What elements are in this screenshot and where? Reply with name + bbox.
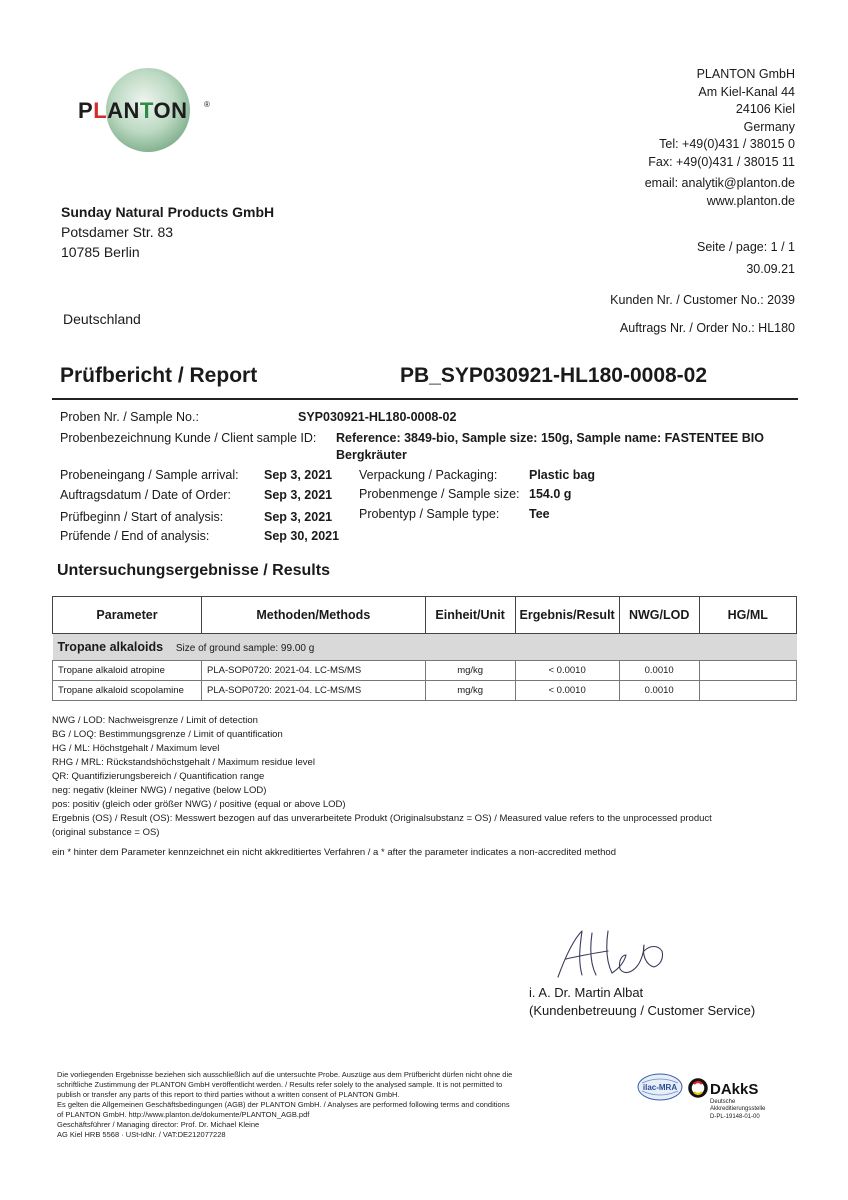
- note-line: RHG / MRL: Rückstandshöchstgehalt / Maximum residue level: [52, 757, 315, 768]
- table-row: [53, 661, 797, 681]
- sender-line: Germany: [743, 119, 795, 134]
- cell-result: < 0.0010: [515, 661, 619, 681]
- recipient-address: [61, 202, 274, 262]
- footer-line: publish or transfer any parts of this report to third parties without a written consent of PLANTON GmbH.: [57, 1090, 400, 1099]
- table-header-row: [53, 597, 797, 634]
- start-label: Prüfbeginn / Start of analysis:: [60, 510, 224, 524]
- client-id-label: Probenbezeichnung Kunde / Client sample ID:: [60, 431, 317, 445]
- logo-wordmark: PLANTON: [78, 98, 188, 123]
- sender-web: www.planton.de: [706, 193, 795, 208]
- cell-unit: mg/kg: [425, 661, 515, 681]
- col-header-result: Ergebnis/Result: [515, 597, 619, 634]
- sender-contact: [645, 175, 795, 210]
- table-row: [53, 681, 797, 701]
- sender-email: email: analytik@planton.de: [644, 176, 795, 190]
- dakks-text: DAkkS: [710, 1081, 759, 1098]
- recipient-city: 10785 Berlin: [61, 244, 140, 260]
- cell-ml: [699, 661, 796, 681]
- registered-mark: ®: [204, 100, 210, 109]
- sample-size-value: 154.0 g: [529, 487, 572, 501]
- packaging-value: Plastic bag: [529, 468, 595, 482]
- order-date-label: Auftragsdatum / Date of Order:: [60, 488, 231, 502]
- cell-ml: [699, 681, 796, 701]
- cell-parameter: Tropane alkaloid scopolamine: [53, 681, 202, 701]
- abbreviation-notes: [52, 714, 772, 840]
- sender-line: Fax: +49(0)431 / 38015 11: [648, 154, 795, 169]
- cell-lod: 0.0010: [619, 661, 699, 681]
- sender-line: Am Kiel-Kanal 44: [698, 84, 795, 99]
- dakks-sub2: Akkreditierungsstelle: [710, 1106, 766, 1112]
- cell-unit: mg/kg: [425, 681, 515, 701]
- start-value: Sep 3, 2021: [264, 510, 333, 524]
- sample-type-value: Tee: [529, 507, 550, 521]
- handwritten-signature: [552, 925, 672, 983]
- col-header-methods: Methoden/Methods: [201, 597, 425, 634]
- recipient-street: Potsdamer Str. 83: [61, 224, 174, 240]
- col-header-ml: HG/ML: [699, 597, 796, 634]
- legal-footer: [57, 1070, 597, 1140]
- note-line: HG / ML: Höchstgehalt / Maximum level: [52, 743, 220, 754]
- sender-line: Tel: +49(0)431 / 38015 0: [659, 137, 795, 151]
- ilac-text: ilac-MRA: [642, 1083, 678, 1092]
- order-number: Auftrags Nr. / Order No.: HL180: [619, 321, 795, 335]
- signer: [529, 984, 755, 1020]
- col-header-unit: Einheit/Unit: [425, 597, 515, 634]
- signer-name: i. A. Dr. Martin Albat: [529, 985, 644, 1000]
- note-line: (original substance = OS): [52, 827, 160, 838]
- note-line: NWG / LOD: Nachweisgrenze / Limit of detection: [52, 715, 258, 726]
- recipient-country: Deutschland: [63, 311, 141, 327]
- cell-method: PLA-SOP0720: 2021-04. LC-MS/MS: [201, 681, 425, 701]
- client-id: Reference: 3849-bio, Sample size: 150g, Sample name: FASTENTEE BIO: [336, 431, 764, 445]
- col-header-parameter: Parameter: [53, 597, 202, 634]
- cell-result: < 0.0010: [515, 681, 619, 701]
- customer-number: Kunden Nr. / Customer No.: 2039: [610, 293, 795, 307]
- sender-address: [648, 66, 795, 171]
- group-note: Size of ground sample: 99.00 g: [175, 643, 315, 654]
- planton-logo: [78, 68, 218, 153]
- footer-line: Die vorliegenden Ergebnisse beziehen sich ausschließlich auf die untersuchte Probe. Auszüge aus dem Prüfbericht dürfen nicht ohne die: [57, 1070, 513, 1079]
- group-row: [53, 634, 797, 661]
- client-id-cont: Bergkräuter: [336, 448, 407, 462]
- page-number: Seite / page: 1 / 1: [697, 240, 795, 254]
- sample-no-label: Proben Nr. / Sample No.:: [60, 410, 199, 424]
- footer-line: of PLANTON GmbH. http://www.planton.de/dokumente/PLANTON_AGB.pdf: [57, 1110, 310, 1119]
- sender-line: 24106 Kiel: [735, 102, 795, 116]
- footer-line: Geschäftsführer / Managing director: Prof. Dr. Michael Kleine: [57, 1120, 260, 1129]
- dakks-reg: D-PL-19148-01-00: [710, 1114, 760, 1120]
- cell-parameter: Tropane alkaloid atropine: [53, 661, 202, 681]
- note-line: QR: Quantifizierungsbereich / Quantification range: [52, 771, 265, 782]
- order-date-value: Sep 3, 2021: [264, 488, 333, 502]
- accreditation-note: ein * hinter dem Parameter kennzeichnet ein nicht akkreditiertes Verfahren / a * after the parameter indicates a non-accredited method: [52, 847, 616, 858]
- group-cell: [53, 634, 797, 661]
- title-divider: [52, 398, 798, 400]
- end-value: Sep 30, 2021: [264, 529, 340, 543]
- sample-size-label: Probenmenge / Sample size:: [359, 487, 520, 501]
- note-line: neg: negativ (kleiner NWG) / negative (below LOD): [52, 785, 267, 796]
- dakks-logo: [688, 1068, 798, 1124]
- footer-line: schriftliche Zustimmung der PLANTON GmbH veröffentlicht werden. / Results refer solely to the analysed sample. It is not permitted to: [57, 1080, 503, 1089]
- results-table: [52, 596, 797, 701]
- footer-line: Es gelten die Allgemeinen Geschäftsbedingungen (AGB) der PLANTON GmbH. / Analyses are performed following terms and conditions: [57, 1100, 510, 1109]
- note-line: Ergebnis (OS) / Result (OS): Messwert bezogen auf das unverarbeitete Produkt (Originalsubstanz = OS) / Measured value refers to the unprocessed product: [52, 813, 712, 824]
- sample-type-label: Probentyp / Sample type:: [359, 507, 500, 521]
- end-label: Prüfende / End of analysis:: [60, 529, 210, 543]
- cell-lod: 0.0010: [619, 681, 699, 701]
- arrival-value: Sep 3, 2021: [264, 468, 333, 482]
- note-line: pos: positiv (gleich oder größer NWG) / positive (equal or above LOD): [52, 799, 346, 810]
- col-header-lod: NWG/LOD: [619, 597, 699, 634]
- group-name: Tropane alkaloids: [57, 640, 164, 654]
- dakks-sub1: Deutsche: [710, 1099, 736, 1105]
- report-date: 30.09.21: [746, 262, 795, 276]
- sample-no: SYP030921-HL180-0008-02: [298, 410, 457, 424]
- ilac-mra-logo: [636, 1072, 684, 1102]
- note-line: BG / LOQ: Bestimmungsgrenze / Limit of quantification: [52, 729, 283, 740]
- results-heading: Untersuchungsergebnisse / Results: [57, 562, 330, 579]
- arrival-label: Probeneingang / Sample arrival:: [60, 468, 239, 482]
- signer-role: (Kundenbetreuung / Customer Service): [529, 1003, 756, 1018]
- recipient-name: Sunday Natural Products GmbH: [61, 204, 275, 220]
- packaging-label: Verpackung / Packaging:: [359, 468, 498, 482]
- cell-method: PLA-SOP0720: 2021-04. LC-MS/MS: [201, 661, 425, 681]
- sender-line: PLANTON GmbH: [696, 67, 795, 81]
- report-title: Prüfbericht / Report: [60, 364, 258, 387]
- report-id: PB_SYP030921-HL180-0008-02: [400, 364, 708, 387]
- footer-line: AG Kiel HRB 5568 · USt-IdNr. / VAT:DE212077228: [57, 1130, 226, 1139]
